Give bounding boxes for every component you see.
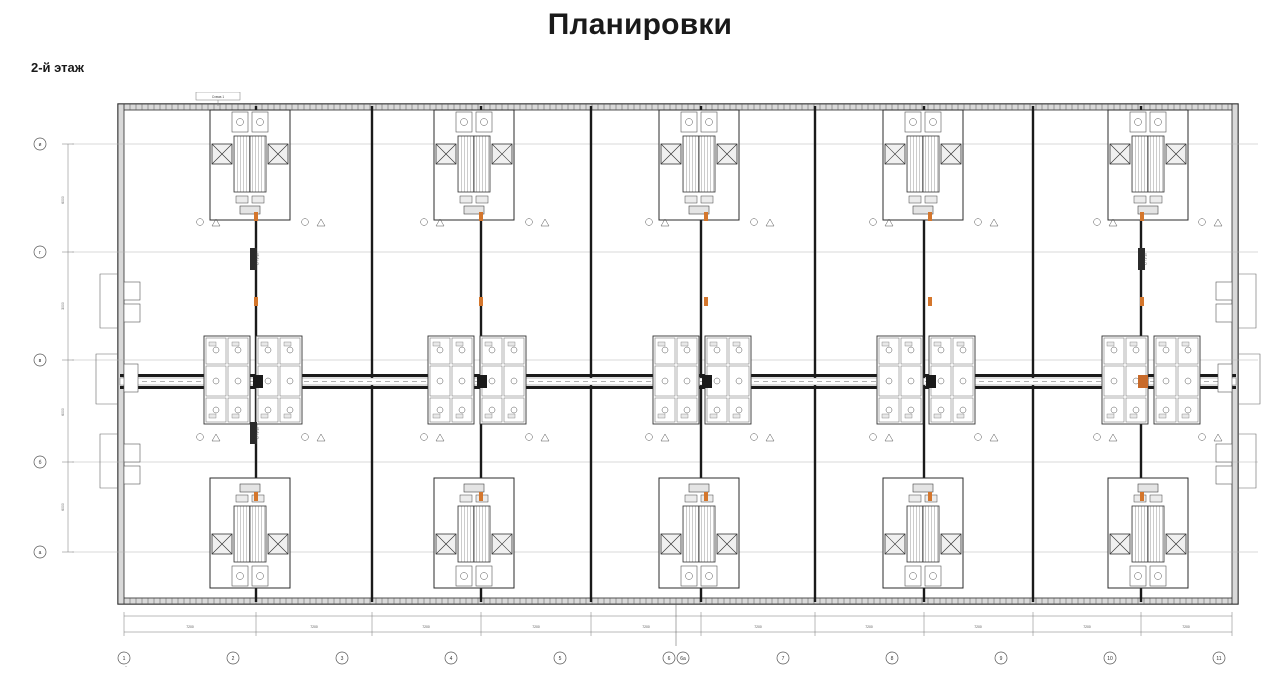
floor-plan-svg (28, 92, 1263, 667)
svg-text:7200: 7200 (642, 625, 650, 629)
svg-text:4: 4 (449, 656, 453, 662)
svg-text:9: 9 (999, 656, 1003, 662)
svg-text:СП 1-10: СП 1-10 (255, 427, 260, 439)
page-title: Планировки (547, 8, 733, 41)
svg-text:6000: 6000 (61, 503, 65, 511)
floor-label: 2-й этаж (31, 60, 84, 75)
svg-text:10: 10 (1107, 656, 1113, 662)
svg-text:7200: 7200 (754, 625, 762, 629)
svg-text:СП 1-10: СП 1-10 (255, 253, 260, 265)
svg-text:7200: 7200 (532, 625, 540, 629)
svg-text:1: 1 (122, 656, 126, 662)
svg-text:7200: 7200 (974, 625, 982, 629)
svg-text:7: 7 (781, 656, 785, 662)
svg-text:3000: 3000 (61, 302, 65, 310)
svg-text:7200: 7200 (422, 625, 430, 629)
svg-text:7200: 7200 (1182, 625, 1190, 629)
svg-text:2: 2 (231, 656, 235, 662)
svg-text:СП 1-10: СП 1-10 (1143, 253, 1148, 265)
svg-text:а: а (38, 550, 42, 556)
svg-text:7200: 7200 (865, 625, 873, 629)
floor-plan-drawing (28, 92, 1263, 667)
svg-text:б: б (38, 460, 42, 466)
svg-text:7200: 7200 (310, 625, 318, 629)
svg-text:6а: 6а (680, 656, 686, 662)
svg-text:7200: 7200 (1083, 625, 1091, 629)
svg-text:6000: 6000 (61, 196, 65, 204)
svg-text:6000: 6000 (61, 408, 65, 416)
svg-text:г: г (39, 250, 41, 256)
svg-text:8: 8 (890, 656, 894, 662)
svg-text:11: 11 (1216, 656, 1222, 662)
svg-text:Схема 1: Схема 1 (211, 95, 225, 99)
svg-text:3: 3 (340, 656, 344, 662)
svg-text:5: 5 (558, 656, 562, 662)
svg-text:и: и (38, 142, 42, 148)
svg-text:в: в (38, 358, 42, 364)
svg-text:6: 6 (667, 656, 671, 662)
svg-text:7200: 7200 (186, 625, 194, 629)
